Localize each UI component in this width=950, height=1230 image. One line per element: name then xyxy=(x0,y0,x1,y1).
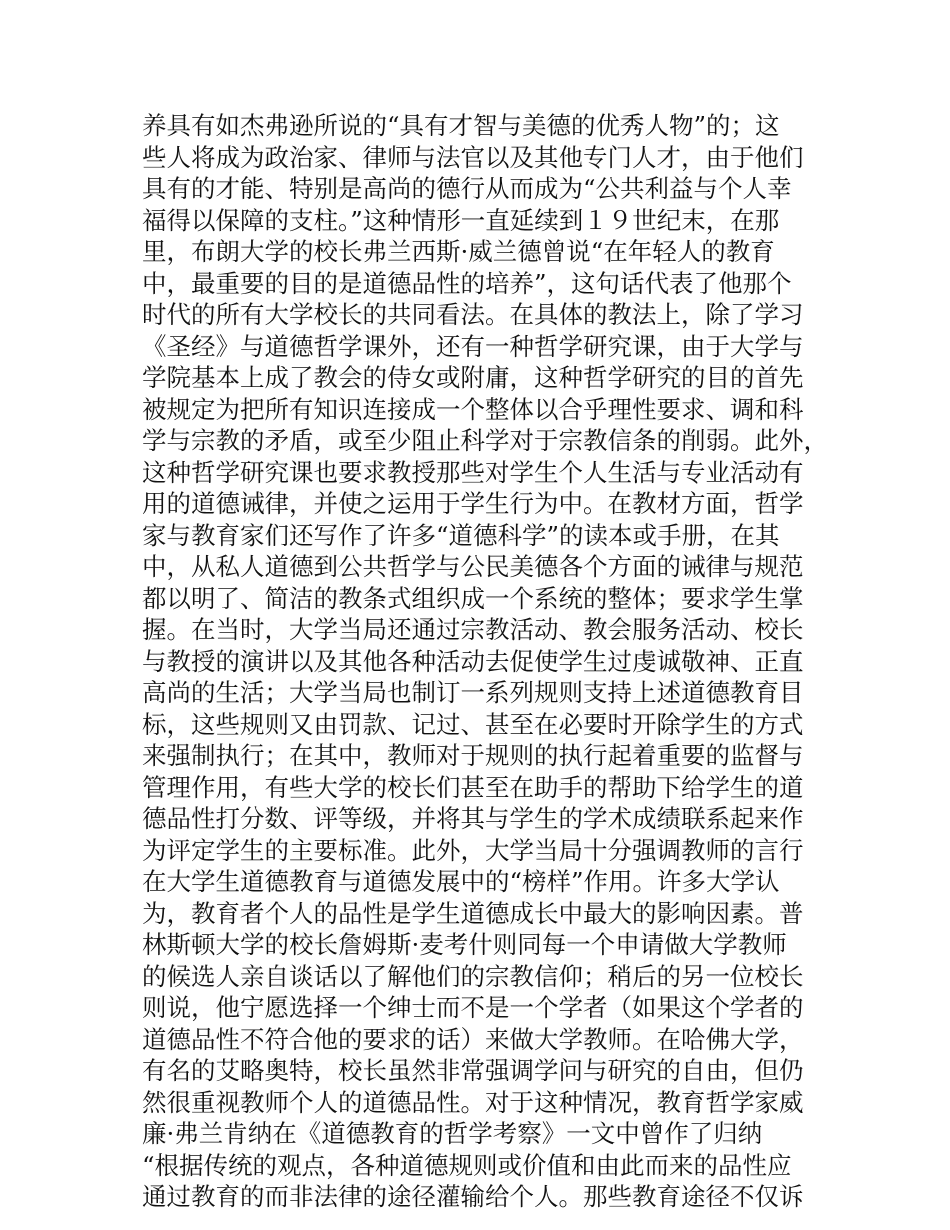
text-line: 为，教育者个人的品性是学生道德成长中最大的影响因素。普 xyxy=(142,898,804,928)
text-line: 里，布朗大学的校长弗兰西斯·威兰德曾说“在年轻人的教育 xyxy=(142,237,775,266)
text-line: 《圣经》与道德哲学课外，还有一种哲学研究课，由于大学与 xyxy=(142,331,804,361)
text-line: 来强制执行；在其中，教师对于规则的执行起着重要的监督与 xyxy=(142,741,804,770)
text-line: 德品性打分数、评等级，并将其与学生的学术成绩联系起来作 xyxy=(142,804,804,833)
text-line: 时代的所有大学校长的共同看法。在具体的教法上，除了学习 xyxy=(142,300,804,329)
text-line: 这种哲学研究课也要求教授那些对学生个人生活与专业活动有 xyxy=(142,457,804,487)
body-text xyxy=(142,110,832,1213)
text-line: 家与教育家们还写作了许多“道德科学”的读本或手册，在其 xyxy=(142,520,780,550)
text-line: 中，最重要的目的是道德品性的培养”，这句话代表了他那个 xyxy=(142,268,792,298)
text-line: 高尚的生活；大学当局也制订一系列规则支持上述道德教育目 xyxy=(142,678,804,707)
text-line: 标，这些规则又由罚款、记过、甚至在必要时开除学生的方式 xyxy=(142,709,804,739)
text-line: 用的道德诫律，并使之运用于学生行为中。在教材方面，哲学 xyxy=(142,489,804,518)
text-line: 学与宗教的矛盾，或至少阻止科学对于宗教信条的削弱。此外， xyxy=(142,426,828,455)
text-line: 在大学生道德教育与道德发展中的“榜样”作用。许多大学认 xyxy=(142,867,780,896)
text-line: 与教授的演讲以及其他各种活动去促使学生过虔诚敬神、正直 xyxy=(142,646,804,676)
text-line: 管理作用，有些大学的校长们甚至在助手的帮助下给学生的道 xyxy=(142,772,804,802)
text-line: 道德品性不符合他的要求的话）来做大学教师。在哈佛大学， xyxy=(142,1024,804,1054)
text-line: 则说，他宁愿选择一个绅士而不是一个学者（如果这个学者的 xyxy=(142,993,804,1022)
text-line: 中，从私人道德到公共哲学与公民美德各个方面的诫律与规范 xyxy=(142,552,804,581)
text-line: 都以明了、简洁的教条式组织成一个系统的整体；要求学生掌 xyxy=(142,583,804,613)
text-line: 林斯顿大学的校长詹姆斯·麦考什则同每一个申请做大学教师 xyxy=(142,930,787,959)
text-line: 然很重视教师个人的道德品性。对于这种情况，教育哲学家威 xyxy=(142,1087,804,1117)
text-line: 有名的艾略奥特，校长虽然非常强调学问与研究的自由，但仍 xyxy=(142,1056,804,1085)
text-line: 养具有如杰弗逊所说的“具有才智与美德的优秀人物”的；这 xyxy=(142,111,780,140)
text-line: 廉·弗兰肯纳在《道德教育的哲学考察》一文中曾作了归纳 xyxy=(142,1119,763,1148)
text-line: 被规定为把所有知识连接成一个整体以合乎理性要求、调和科 xyxy=(142,394,804,424)
text-line: 学院基本上成了教会的侍女或附庸，这种哲学研究的目的首先 xyxy=(142,363,804,392)
text-line: 通过教育的而非法律的途径灌输给个人。那些教育途径不仅诉 xyxy=(142,1182,804,1211)
text-line: 为评定学生的主要标准。此外，大学当局十分强调教师的言行 xyxy=(142,835,804,865)
text-line: 握。在当时，大学当局还通过宗教活动、教会服务活动、校长 xyxy=(142,615,804,644)
text-line: “根据传统的观点，各种道德规则或价值和由此而来的品性应 xyxy=(142,1150,792,1180)
text-line: 福得以保障的支柱。”这种情形一直延续到１９世纪末，在那 xyxy=(142,205,780,235)
text-line: 具有的才能、特别是高尚的德行从而成为“公共利益与个人幸 xyxy=(142,174,792,203)
text-line: 的候选人亲自谈话以了解他们的宗教信仰；稍后的另一位校长 xyxy=(142,961,804,991)
text-line: 些人将成为政治家、律师与法官以及其他专门人才，由于他们 xyxy=(142,142,804,172)
